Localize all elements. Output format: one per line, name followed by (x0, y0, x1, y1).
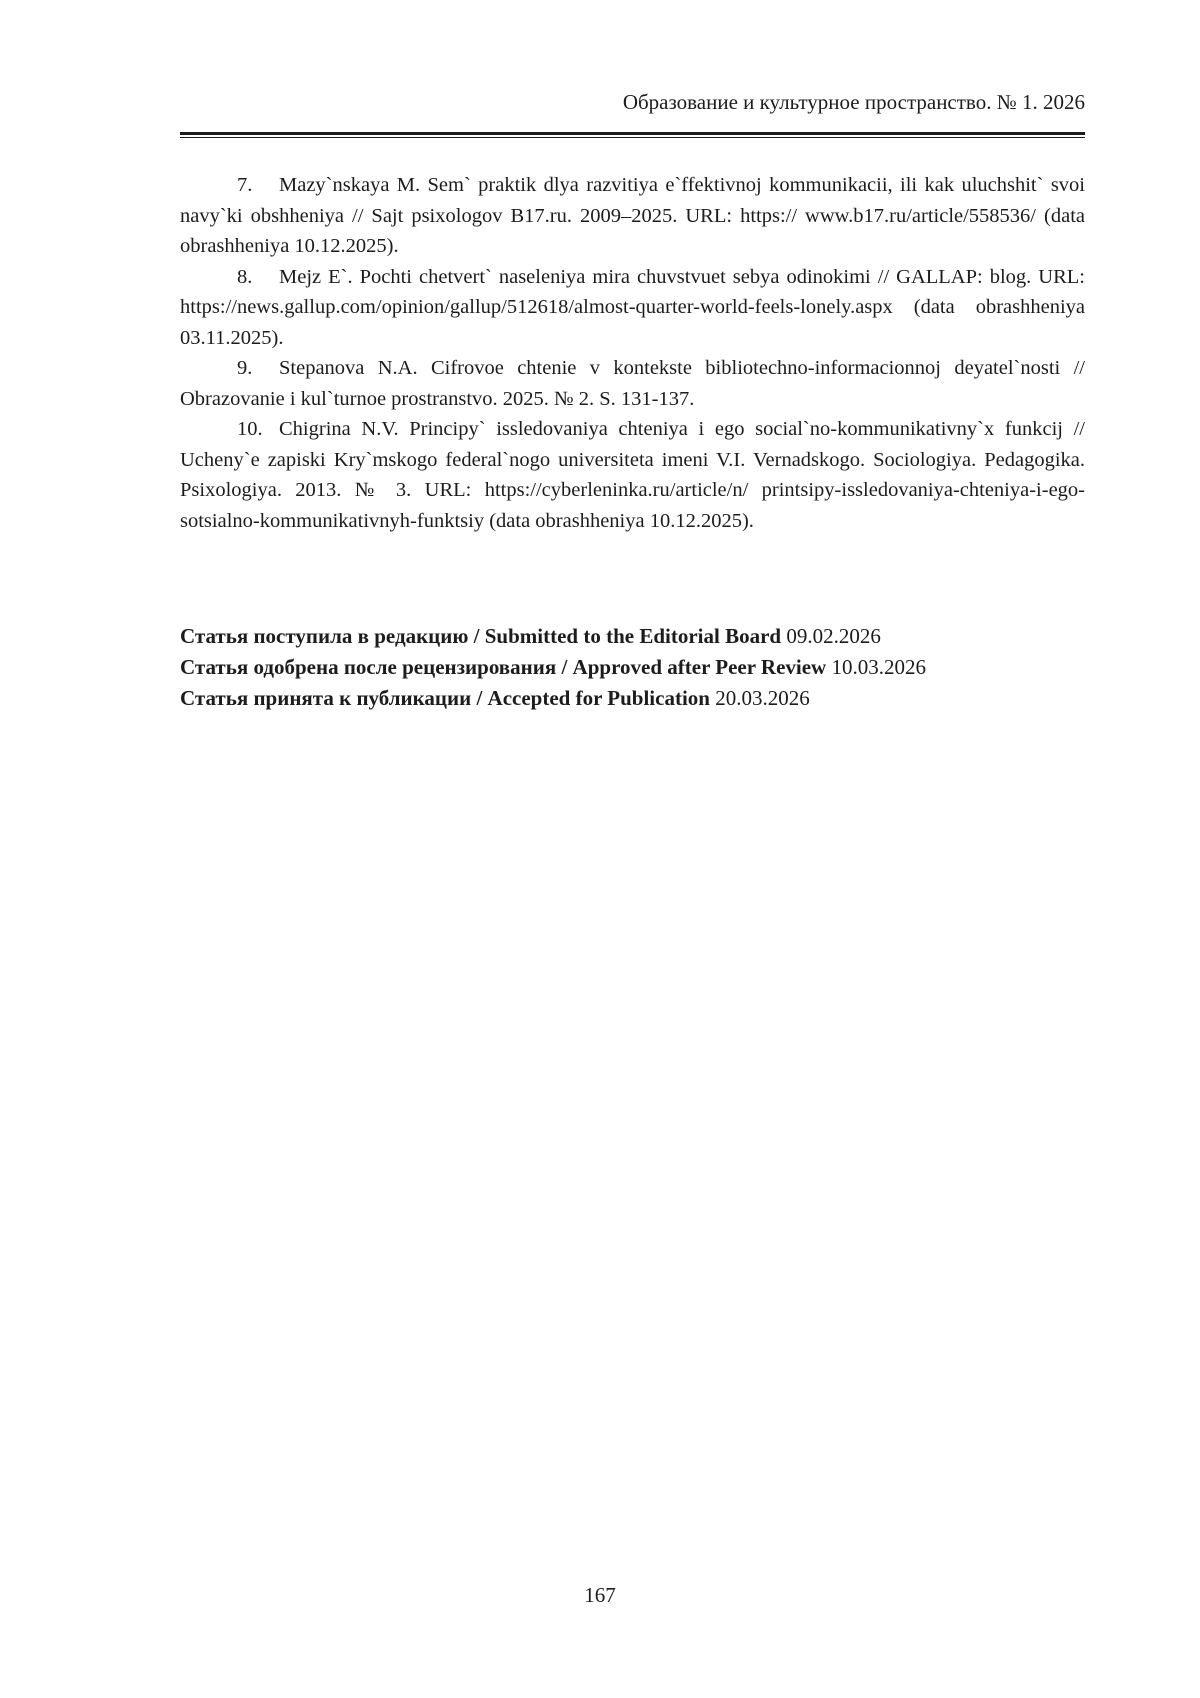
history-approved (180, 652, 1085, 683)
history-date: 10.03.2026 (831, 655, 926, 679)
reference-text: Stepanova N.A. Cifrovoe chtenie v kontekste bibliotechno-informacionnoj deyatel`nosti // Obrazovanie i kul`turnoe prostranstvo. 2025. № 2. S. 131-137. (180, 357, 1085, 410)
reference-number: 7. (237, 174, 253, 196)
history-accepted (180, 683, 1085, 714)
reference-list (180, 170, 1085, 536)
header-rule-thick (180, 132, 1085, 135)
history-label: Статья поступила в редакцию / Submitted to the Editorial Board (180, 624, 782, 648)
reference-text: Mazy`nskaya M. Sem` praktik dlya razvitiya e`ffektivnoj kommunikacii, ili kak uluchshit` svoi navy`ki obshheniya // Sajt psixologov B17.ru. 2009–2025. URL: https:// www.b17.ru/article/558536/ (data obrashheniya 10.12.2025). (180, 174, 1085, 257)
reference-item (180, 353, 1085, 414)
reference-text: Chigrina N.V. Principy` issledovaniya chteniya i ego social`no-kommunikativny`x funkcij // Ucheny`e zapiski Kry`mskogo federal`nogo universiteta imeni V.I. Vernadskogo. Sociologiya. Pedagogika. Psixologiya. 2013. № 3. URL: https://cyberleninka.ru/article/n/ printsipy-issledovaniya-chteniya-i-ego-sotsialno-kommunikativnyh-funktsiy (data obrashheniya 10.12.2025). (180, 418, 1085, 532)
article-history (180, 621, 1085, 714)
reference-number: 8. (237, 265, 253, 288)
page-number: 167 (584, 1583, 616, 1607)
journal-running-title: Образование и культурное пространство. № 1. 2026 (622, 90, 1085, 114)
history-submitted (180, 621, 1085, 652)
history-date: 20.03.2026 (715, 686, 810, 710)
history-label: Статья одобрена после рецензирования / Approved after Peer Review (180, 655, 827, 679)
reference-number: 9. (237, 357, 253, 379)
history-date: 09.02.2026 (786, 624, 881, 648)
reference-item (180, 414, 1085, 536)
reference-number: 10. (237, 418, 263, 440)
history-label: Статья принята к публикации / Accepted for Publication (180, 686, 710, 710)
reference-item (180, 262, 1085, 354)
reference-item (180, 170, 1085, 262)
reference-text: Mejz E`. Pochti chetvert` naseleniya mira chuvstvuet sebya odinokimi // GALLAP: blog. URL: https://news.gallup.com/opinion/gallup/512618/almost-quarter-world-feels-lonely.aspx (data obrashheniya 03.11.2025). (180, 265, 1085, 349)
header-rule-thin (180, 137, 1085, 138)
